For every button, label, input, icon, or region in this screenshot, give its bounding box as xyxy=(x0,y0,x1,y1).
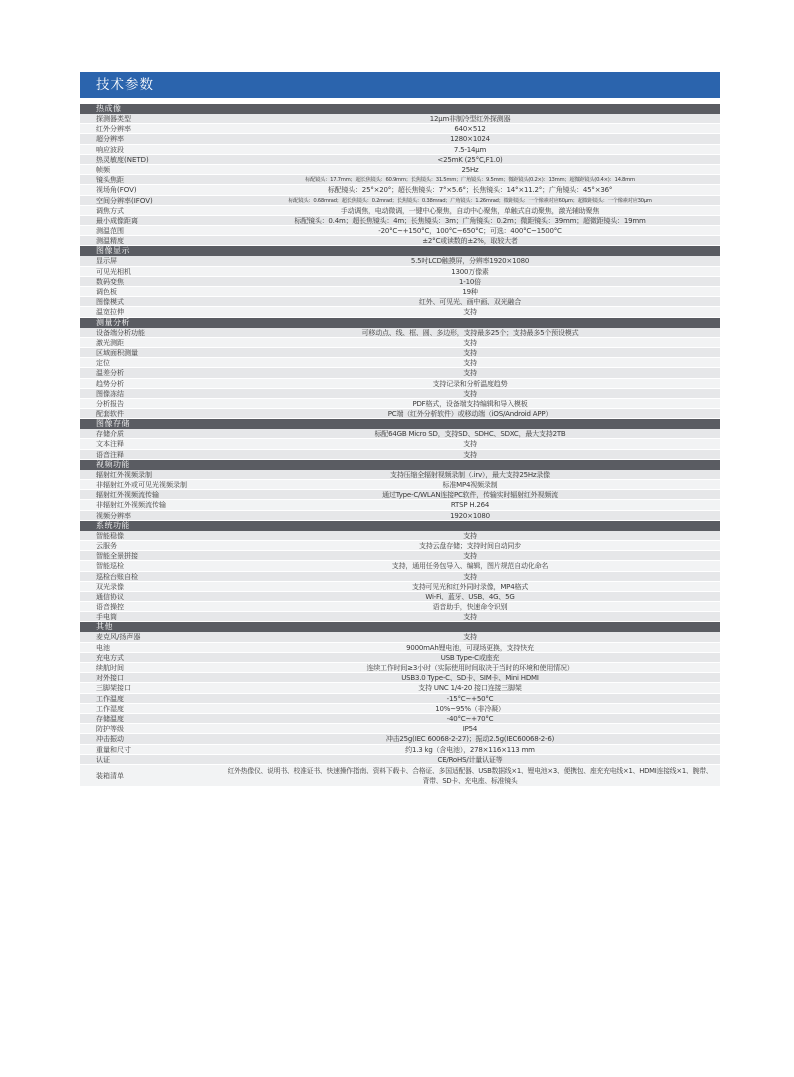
spec-key: 充电方式 xyxy=(96,653,124,662)
spec-row xyxy=(80,185,720,195)
spec-row xyxy=(80,694,720,704)
spec-key: 可见光相机 xyxy=(96,267,131,276)
spec-value: 支持 xyxy=(463,450,477,459)
section-header: 系统功能 xyxy=(80,521,720,531)
spec-row xyxy=(80,307,720,317)
spec-row xyxy=(80,277,720,287)
spec-row xyxy=(80,592,720,602)
spec-key: 视场角(FOV) xyxy=(96,186,137,195)
spec-row xyxy=(80,663,720,673)
spec-key: 对外接口 xyxy=(96,674,124,683)
spec-value: 支持 UNC 1/4-20 接口连接三脚架 xyxy=(418,684,522,693)
spec-key: 三脚架接口 xyxy=(96,684,131,693)
spec-value: -15°C~+50°C xyxy=(446,694,494,703)
spec-key: 手电筒 xyxy=(96,613,117,622)
spec-value: 支持 xyxy=(463,348,477,357)
spec-key: 工作湿度 xyxy=(96,704,124,713)
spec-value: 红外热像仪、说明书、校准证书、快速操作指南、资料下载卡、合格证、多国适配器、USB数据线×1、锂电池×3、便携包、座充充电线×1、HDMI连接线×1、腕带、背带、SD卡、充电座、标准镜头 xyxy=(227,766,713,785)
spec-value: USB Type-C或座充 xyxy=(440,653,500,662)
spec-value: 红外、可见光、画中画、双光融合 xyxy=(419,298,521,307)
spec-key: 图像冻结 xyxy=(96,389,124,398)
spec-key: 通信协议 xyxy=(96,592,124,601)
spec-key: 激光测距 xyxy=(96,338,124,347)
spec-row xyxy=(80,551,720,561)
section-header: 视频功能 xyxy=(80,460,720,470)
spec-key: 双光录像 xyxy=(96,582,124,591)
spec-row xyxy=(80,511,720,521)
spec-value: 支持 xyxy=(463,613,477,622)
spec-row xyxy=(80,379,720,389)
spec-row xyxy=(80,206,720,216)
spec-value: 640×512 xyxy=(454,125,486,134)
spec-value: 支持 xyxy=(463,338,477,347)
spec-row xyxy=(80,480,720,490)
spec-row xyxy=(80,267,720,277)
spec-key: 工作温度 xyxy=(96,694,124,703)
section-header: 其他 xyxy=(80,622,720,632)
spec-row xyxy=(80,450,720,460)
spec-row xyxy=(80,297,720,307)
spec-key: 分析报告 xyxy=(96,399,124,408)
spec-row xyxy=(80,683,720,693)
spec-value: RTSP H.264 xyxy=(450,501,490,510)
spec-value: 标配64GB Micro SD，支持SD、SDHC、SDXC，最大支持2TB xyxy=(374,430,566,439)
spec-row xyxy=(80,561,720,571)
spec-value: 可移动点、线、框、圆、多边形，支持最多25个；支持最多5个预设模式 xyxy=(361,328,579,337)
spec-row xyxy=(80,734,720,744)
spec-row xyxy=(80,582,720,592)
spec-key: 镜头焦距 xyxy=(96,176,124,185)
spec-value: 支持 xyxy=(463,572,477,581)
spec-key: 显示屏 xyxy=(96,257,117,266)
spec-row xyxy=(80,572,720,582)
spec-key: 响应波段 xyxy=(96,145,124,154)
spec-value: 支持 xyxy=(463,389,477,398)
spec-row xyxy=(80,226,720,236)
spec-key: 智能巡检 xyxy=(96,562,124,571)
spec-row xyxy=(80,439,720,449)
spec-row xyxy=(80,124,720,134)
spec-value: 支持 xyxy=(463,552,477,561)
spec-row xyxy=(80,114,720,124)
spec-value: 通过Type-C/WLAN连接PC软件，传输实时辐射红外视频流 xyxy=(382,491,558,500)
spec-value: 支持云盘存储；支持时间自动同步 xyxy=(419,541,521,550)
spec-value: 12μm非制冷型红外探测器 xyxy=(429,115,511,123)
spec-row xyxy=(80,541,720,551)
spec-row xyxy=(80,155,720,165)
spec-key: 配套软件 xyxy=(96,410,124,419)
spec-key: 存储介质 xyxy=(96,430,124,439)
spec-key: 定位 xyxy=(96,359,110,368)
spec-key: 测温范围 xyxy=(96,227,124,236)
spec-row xyxy=(80,632,720,642)
spec-row xyxy=(80,429,720,439)
spec-row xyxy=(80,196,720,206)
spec-key: 热灵敏度(NETD) xyxy=(96,155,149,164)
spec-value: 标准MP4视频录制 xyxy=(442,481,498,489)
spec-key: 温差分析 xyxy=(96,369,124,378)
spec-row xyxy=(80,470,720,480)
spec-row xyxy=(80,653,720,663)
spec-key: 温宽拉伸 xyxy=(96,308,124,317)
spec-row xyxy=(80,256,720,266)
spec-value: 1920×1080 xyxy=(450,511,490,520)
spec-value: 支持 xyxy=(463,359,477,368)
spec-value: 支持 xyxy=(463,369,477,378)
spec-row xyxy=(80,714,720,724)
spec-value: CE/RoHS/计量认证等 xyxy=(437,755,503,764)
spec-value: 标配镜头：17.7mm；超长焦镜头：60.9mm；长焦镜头：31.5mm；广角镜头：9.5mm；微距镜头(0.2×)：13mm；超微距镜头(0.4×)：14.8mm xyxy=(305,177,635,184)
spec-key: 调焦方式 xyxy=(96,206,124,215)
spec-row xyxy=(80,165,720,175)
spec-key: 巡检台账自检 xyxy=(96,572,138,581)
spec-row xyxy=(80,145,720,155)
spec-value: 语音助手，快速命令识别 xyxy=(432,603,508,612)
spec-row xyxy=(80,724,720,734)
spec-value: <25mK (25°C,F1.0) xyxy=(437,155,503,164)
spec-value: ±2°C或读数的±2%，取较大者 xyxy=(422,237,518,246)
spec-key: 非辐射红外或可见光视频录制 xyxy=(96,481,187,489)
spec-row xyxy=(80,134,720,144)
section-header: 测量分析 xyxy=(80,318,720,328)
spec-value: 标配镜头：25°×20°；超长焦镜头：7°×5.6°；长焦镜头：14°×11.2°；广角镜头：45°×36° xyxy=(327,186,613,195)
section-header: 图像显示 xyxy=(80,246,720,256)
spec-value: Wi-Fi、蓝牙、USB、4G、5G xyxy=(425,592,515,601)
spec-value: PC端（红外分析软件）或移动端（iOS/Android APP） xyxy=(387,410,553,419)
spec-value: 手动调焦，电动微调，一键中心聚焦，自动中心聚焦，单触式自动聚焦，激光辅助聚焦 xyxy=(340,206,600,215)
spec-value: 支持 xyxy=(463,531,477,540)
spec-value: USB3.0 Type-C、SD卡、SIM卡、Mini HDMI xyxy=(401,674,539,683)
spec-value: 支持压缩全辐射视频录制（.irv），最大支持25Hz录像 xyxy=(390,470,550,479)
spec-key: 智能全景拼接 xyxy=(96,552,138,561)
spec-row xyxy=(80,368,720,378)
spec-value: 支持 xyxy=(463,633,477,642)
spec-row xyxy=(80,531,720,541)
spec-key: 电池 xyxy=(96,643,110,652)
spec-row xyxy=(80,755,720,765)
spec-value: 19种 xyxy=(462,288,478,296)
spec-row xyxy=(80,490,720,500)
spec-key: 语音操控 xyxy=(96,603,124,612)
spec-key: 文本注释 xyxy=(96,440,124,449)
spec-key: 测温精度 xyxy=(96,237,124,246)
spec-value: IP54 xyxy=(462,725,478,734)
spec-key: 帧频 xyxy=(96,165,110,174)
spec-key: 非辐射红外视频流传输 xyxy=(96,501,166,510)
spec-sheet xyxy=(80,72,720,787)
spec-value: 约1.3 kg（含电池），278×116×113 mm xyxy=(405,745,535,754)
page-title: 技术参数 xyxy=(80,72,720,98)
spec-row xyxy=(80,399,720,409)
spec-key: 图像模式 xyxy=(96,298,124,307)
spec-key: 麦克风/扬声器 xyxy=(96,633,141,642)
spec-value: PDF格式，设备端支持编辑和导入模板 xyxy=(412,399,528,408)
spec-key: 续航时间 xyxy=(96,664,124,672)
spec-value: -20°C~+150°C，100°C~650°C；可选：400°C~1500°C xyxy=(378,227,562,236)
spec-row xyxy=(80,500,720,510)
spec-value: 标配镜头：0.4m；超长焦镜头：4m；长焦镜头：3m；广角镜头：0.2m；微距镜头：39mm；超微距镜头：19mm xyxy=(294,216,646,225)
spec-key: 红外分辨率 xyxy=(96,125,131,134)
spec-key: 区域面积测量 xyxy=(96,348,138,357)
spec-key: 装箱清单 xyxy=(96,771,124,780)
spec-row xyxy=(80,612,720,622)
spec-value: 标配镜头：0.68mrad；超长焦镜头：0.2mrad；长焦镜头：0.38mrad；广角镜头：1.26mrad；微距镜头：一个像素对应60μm；超微距镜头：一个像素对应30μm xyxy=(288,197,652,204)
spec-value: 1-10倍 xyxy=(459,277,481,286)
spec-row xyxy=(80,409,720,419)
spec-key: 语音注释 xyxy=(96,450,124,459)
spec-key: 存储温度 xyxy=(96,714,124,723)
spec-key: 数码变焦 xyxy=(96,277,124,286)
spec-row xyxy=(80,673,720,683)
spec-row xyxy=(80,348,720,358)
spec-key: 趋势分析 xyxy=(96,379,124,388)
spec-row xyxy=(80,389,720,399)
spec-key: 空间分辨率(IFOV) xyxy=(96,196,153,205)
spec-key: 超分辨率 xyxy=(96,135,124,144)
spec-key: 调色板 xyxy=(96,288,117,296)
spec-key: 辐射红外视频流传输 xyxy=(96,491,159,500)
spec-value: 1280×1024 xyxy=(450,135,490,144)
spec-row xyxy=(80,704,720,714)
spec-key: 视频分辨率 xyxy=(96,511,131,520)
spec-key: 智能稳像 xyxy=(96,531,124,540)
spec-value: 7.5-14μm xyxy=(453,145,487,154)
spec-key: 辐射红外视频录制 xyxy=(96,470,152,479)
spec-row xyxy=(80,236,720,246)
spec-key: 冲击振动 xyxy=(96,735,124,744)
spec-value: 1300万像素 xyxy=(451,267,489,276)
spec-key: 云服务 xyxy=(96,541,117,550)
spec-row xyxy=(80,358,720,368)
spec-row xyxy=(80,602,720,612)
spec-value: 支持记录和分析温度趋势 xyxy=(432,379,508,388)
spec-value: 25Hz xyxy=(461,165,479,174)
spec-row xyxy=(80,328,720,338)
spec-key: 探测器类型 xyxy=(96,115,131,123)
section-header: 图像存储 xyxy=(80,419,720,429)
spec-value: 支持 xyxy=(463,308,477,317)
spec-value: 支持 xyxy=(463,440,477,449)
spec-row xyxy=(80,745,720,755)
spec-value: 支持，通用任务包导入、编辑，图片规范自动化命名 xyxy=(391,562,549,571)
spec-row xyxy=(80,175,720,185)
spec-value: 连续工作时间≥3小时（实际使用时间取决于当时的环境和使用情况） xyxy=(366,664,574,672)
spec-key: 设备端分析功能 xyxy=(96,328,145,337)
spec-table xyxy=(80,104,720,787)
spec-value: 9000mAh锂电池，可现场更换，支持快充 xyxy=(406,643,534,652)
spec-row xyxy=(80,216,720,226)
spec-row xyxy=(80,765,720,787)
spec-row xyxy=(80,643,720,653)
section-header: 热成像 xyxy=(80,104,720,114)
spec-value: 5.5吋LCD触摸屏，分辨率1920×1080 xyxy=(410,257,530,266)
spec-value: -40°C~+70°C xyxy=(446,714,494,723)
spec-row xyxy=(80,287,720,297)
spec-value: 10%~95%（非冷凝） xyxy=(435,704,505,713)
spec-row xyxy=(80,338,720,348)
spec-key: 重量和尺寸 xyxy=(96,745,131,754)
spec-key: 防护等级 xyxy=(96,725,124,734)
spec-value: 冲击25g(IEC 60068-2-27)；振动2.5g(IEC60068-2-6) xyxy=(385,735,555,744)
spec-value: 支持可见光和红外同时录像，MP4格式 xyxy=(411,582,529,591)
spec-key: 最小成像距离 xyxy=(96,216,138,225)
spec-key: 认证 xyxy=(96,755,110,764)
